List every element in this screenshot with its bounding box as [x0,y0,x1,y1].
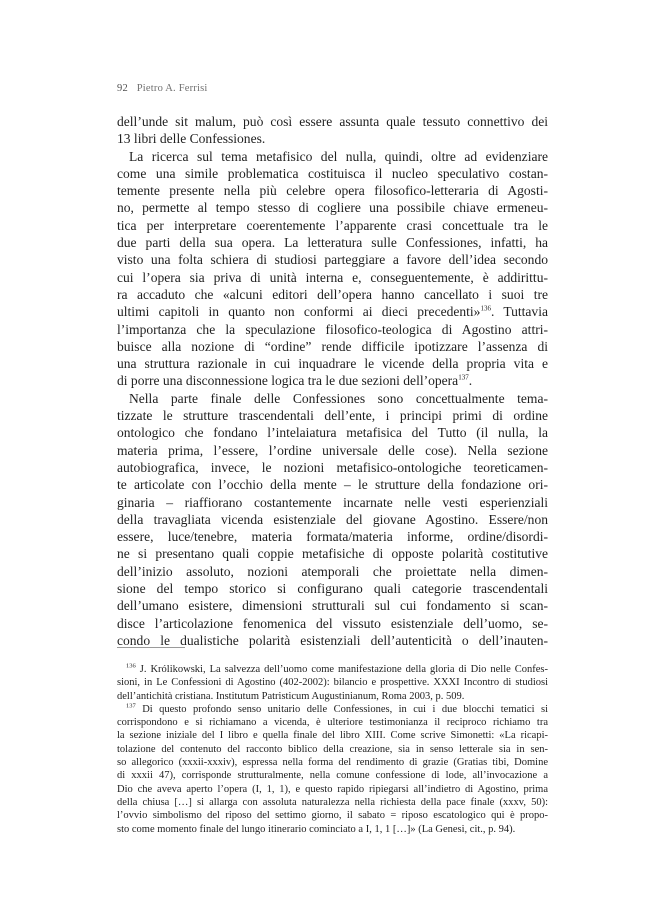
footnote-line [117,703,548,716]
body-line [117,182,548,199]
body-line-segment: disce l’articolazione fenomenica del vissuto esistenziale dell’uomo, se- [117,615,548,631]
body-line [117,372,548,389]
body-line-segment: della travagliata vicenda esistenziale del giovane Agostino. Essere/non [117,511,548,527]
body-line-segment: . [468,373,473,389]
body-line-segment: Nella parte finale delle Confessiones sono concettualmente tema- [129,390,548,406]
footnote-line [117,796,548,809]
body-line [117,338,548,355]
body-line-segment: di porre una disconnessione logica tra le due sezioni dell’opera [117,373,459,389]
footnote-line-segment: l’ovvio simbolismo del riposo del settimo giorno, il sabato = riposo escatologico qui è propo- [117,810,548,822]
body-line-segment: l’importanza che la speculazione filosofico-teologica di Agostino attri- [117,321,548,337]
body-line [117,269,548,286]
footnote-separator [117,647,185,648]
footnotes [117,663,548,836]
footnote-line [117,690,548,703]
footnote-line-segment: dell’antichità cristiana. Institutum Patristicum Augustinianum, Roma 2003, p. 509. [117,690,465,702]
footnote-line-segment: sioni, in Le Confessioni di Agostino (402-2002): bilancio e prospettive. XXXI Incontro di studiosi [117,677,548,689]
body-line-segment: no, permette al tempo stesso di cogliere una possibile chiave ermeneu- [117,200,548,216]
body-line-segment: ontologico che fondano l’intelaiatura metafisica del Tutto (il nulla, la [117,425,548,441]
body-line-segment: tizzate le strutture trascendentali dell’ente, i principi primi di ordine [117,408,548,424]
footnote-line [117,716,548,729]
body-line-segment: . Tuttavia [490,304,548,320]
running-head [117,83,208,94]
body-line [117,476,548,493]
body-line [117,355,548,372]
footnote-line [117,783,548,796]
body-line-segment: ra accaduto che «alcuni editori dell’opera hanno cancellato i suoi tre [117,286,548,302]
body-line-segment: 13 libri delle Confessiones. [117,131,266,147]
footnote-line [117,809,548,822]
footnote-line-segment: Di questo profondo senso unitario delle Confessiones, in cui i due blocchi tematici si [142,703,548,715]
body-line [117,165,548,182]
body-line-segment: dell’unde sit malum, può così essere assunta quale tessuto connettivo dei [117,114,548,129]
body-line [117,113,548,130]
footnote-line-segment: Dio che aveva aperto l’opera (I, 1, 1), e questo rapido ripiegarsi all’indietro di Agostino, prima [117,783,548,795]
footnote-line-segment: so allegorico (xxxii-xxxiv), espressa nella forma del rendimento di grazie (Gratias tibi, Domine [117,757,548,769]
body-line [117,580,548,597]
body-line [117,511,548,528]
body-line-segment: materia prima, l’essere, l’ordine universale delle cose). Nella sezione [117,442,548,458]
footnote-line-segment: sto come momento finale del lungo itinerario cominciato a I, 1, 1 […]» (La Genesi, cit., p. 94). [117,823,516,835]
body-line [117,130,548,147]
body-line [117,390,548,407]
body-line-segment: visto una folta schiera di studiosi parteggiare a favore dell’idea secondo [117,252,548,268]
footnote-line [117,769,548,782]
body-line-segment: ginaria – riaffiorano costantemente incarnate nelle vesti esperienziali [117,494,548,510]
body-line-segment: autobiografica, invece, le nozioni metafisico-ontologiche teoreticamen- [117,459,548,475]
footnote-line [117,729,548,742]
body-line [117,442,548,459]
body-line-segment: sione del tempo storico si configurano quali categorie trascendentali [117,581,548,597]
footnote-line-segment: J. Królikowski, La salvezza dell’uomo come manifestazione della gloria di Dio nelle Confes- [139,664,548,675]
body-line-segment: tica per interpretare coerentemente l’apparente crasi concettuale tra le [117,217,548,233]
body-line-segment: buisce alla nozione di “ordine” rende difficile ipotizzare l’assenza di [117,338,548,354]
body-line [117,217,548,234]
body-line [117,528,548,545]
footnote-line [117,743,548,756]
footnote-line [117,663,548,676]
footnote-line [117,756,548,769]
body-line [117,459,548,476]
body-line-segment: temente presente nella più celebre opera filosofico-letteraria di Agosti- [117,183,548,199]
body-line [117,148,548,165]
body-line-segment: dell’umano esistere, dimensioni strutturali sul cui fondamento si scan- [117,598,548,614]
body-line [117,494,548,511]
footnote-line-segment: di xxxii 47), corrisponde strutturalmente, nella comune confessione di lode, all’invocazione a [117,770,548,782]
body-line-segment: ultimi capitoli in quanto non conformi ai dieci precedenti» [117,304,481,320]
body-line [117,321,548,338]
body-line [117,597,548,614]
body-line [117,234,548,251]
body-line [117,199,548,216]
footnote-line-segment: della chiusa […] si allarga con assoluta naturalezza nella richiesta della pace finale (xxxv, 50): [117,796,548,808]
footnote-ref-137[interactable]: 137 [458,373,469,382]
body-line-segment: dell’inizio assoluto, nozioni atemporali che proiettate nella dimen- [117,563,548,579]
body-line [117,251,548,268]
body-line-segment: due parti della sua opera. La letteratura sulle Confessiones, infatti, ha [117,235,548,251]
body-line [117,424,548,441]
body-line-segment: come una simile problematica costituisca il nucleo speculativo costan- [117,165,548,181]
body-line-segment: La ricerca sul tema metafisico del nulla, quindi, oltre ad evidenziare [129,148,548,164]
body-line-segment: condo le dualistiche polarità esistenziali dell’autenticità o dell’inauten- [117,632,548,648]
body-line [117,407,548,424]
body-line [117,545,548,562]
footnote-line [117,823,548,836]
footnote-line [117,676,548,689]
footnote-line-segment: corrispondono e si richiamano a vicenda, è ulteriore testimonianza il reciproco richiamo tra [117,717,548,729]
footnote-number: 136 [126,662,136,670]
main-text [117,113,548,649]
body-line-segment: te articolate con l’occhio della mente – le strutture della fondazione ori- [117,477,548,493]
footnote-line-segment: la sezione iniziale del I libro e quella finale del libro XIII. Come scrive Simonetti: «La ricapi- [117,730,548,742]
footnote-line-segment: tolazione del contenuto del racconto biblico della creazione, sia in senso letterale sia in sen- [117,743,548,755]
footnote-number: 137 [126,702,136,710]
body-line-segment: ne si presentano quali coppie metafisiche di opposte polarità costitutive [117,546,548,562]
body-line [117,286,548,303]
body-line [117,615,548,632]
footnote-ref-136[interactable]: 136 [480,304,491,313]
body-line-segment: una struttura razionale in cui inquadrare le vicende della propria vita e [117,356,548,372]
running-head-author: Pietro A. Ferrisi [136,83,208,94]
body-line [117,303,548,320]
page-number: 92 [117,83,128,94]
body-line-segment: cui l’opera sia priva di unità interna e, conseguentemente, è addirittu- [117,269,548,285]
body-line [117,563,548,580]
body-line-segment: essere, luce/tenebre, materia formata/materia informe, ordine/disordi- [117,529,548,545]
